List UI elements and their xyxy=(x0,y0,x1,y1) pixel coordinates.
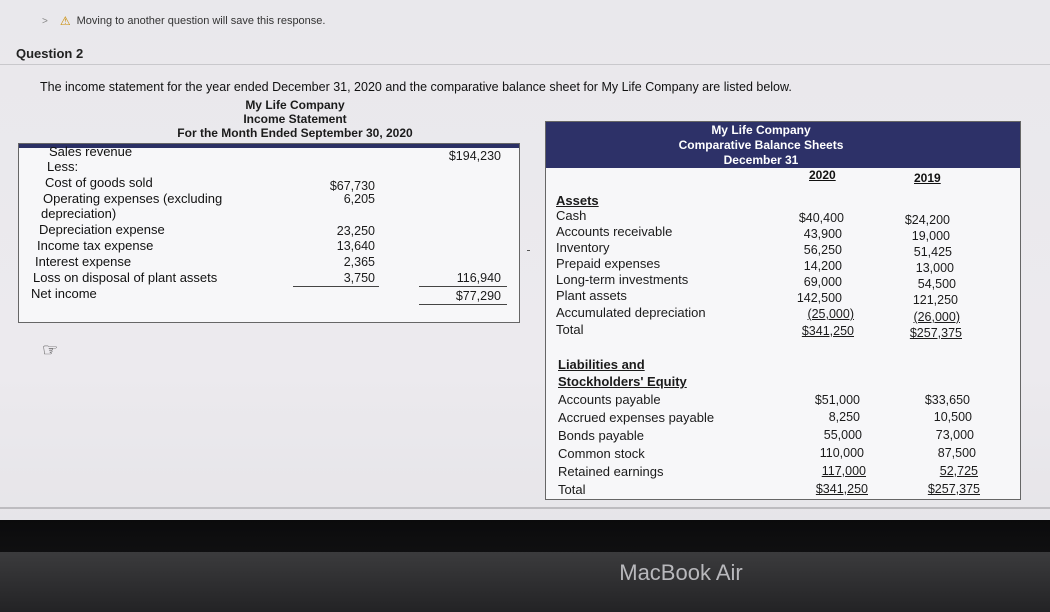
less-label: Less: xyxy=(47,159,79,174)
expense-value: $67,730 xyxy=(329,179,375,193)
asset-label: Accumulated depreciation xyxy=(556,305,706,320)
chevron-right-icon: > xyxy=(42,15,48,27)
save-notice-text: Moving to another question will save this response. xyxy=(76,15,326,27)
liability-label: Accrued expenses payable xyxy=(558,410,715,425)
asset-value-2020: 43,900 xyxy=(803,227,842,241)
liability-value-2020: 55,000 xyxy=(823,428,862,442)
question-title: Question 2 xyxy=(16,46,84,61)
balance-date: December 31 xyxy=(723,153,799,167)
expense-label: Income tax expense xyxy=(37,238,154,253)
balance-sheet-table xyxy=(545,121,1021,500)
net-income-underline xyxy=(419,304,507,305)
expense-value: 3,750 xyxy=(343,271,375,285)
save-notice xyxy=(42,14,325,28)
question-intro: The income statement for the year ended December 31, 2020 and the comparative balance sheet for My Life Company are listed below. xyxy=(40,80,792,94)
year-2020-header: 2020 xyxy=(809,168,836,182)
expense-value: 2,365 xyxy=(343,255,375,269)
liability-value-2020: 8,250 xyxy=(828,410,860,424)
net-income-value: $77,290 xyxy=(455,289,501,303)
asset-value-2019: 54,500 xyxy=(917,277,956,291)
liability-label: Common stock xyxy=(558,446,645,461)
expense-label: Loss on disposal of plant assets xyxy=(33,270,218,285)
asset-label: Cash xyxy=(556,208,587,223)
expense-label: Operating expenses (excluding xyxy=(43,191,223,206)
total-expenses-value: 116,940 xyxy=(456,271,501,285)
asset-label: Accounts receivable xyxy=(556,224,673,239)
asset-value-2019: 13,000 xyxy=(915,261,954,275)
liability-value-2020: $341,250 xyxy=(815,482,868,496)
liability-label: Accounts payable xyxy=(558,392,661,407)
expense-label: Interest expense xyxy=(35,254,132,269)
expense-label: depreciation) xyxy=(41,206,117,221)
net-income-label: Net income xyxy=(31,286,97,301)
asset-value-2020: 142,500 xyxy=(796,291,842,305)
income-title: Income Statement xyxy=(243,112,347,126)
asset-value-2019: $257,375 xyxy=(909,326,962,340)
expense-value: 6,205 xyxy=(343,192,375,206)
asset-value-2019: (26,000) xyxy=(913,310,960,324)
liability-value-2019: 10,500 xyxy=(933,410,972,424)
balance-company: My Life Company xyxy=(711,123,811,137)
income-company: My Life Company xyxy=(245,98,345,112)
asset-value-2020: (25,000) xyxy=(807,307,854,321)
header-divider xyxy=(0,64,1050,65)
income-statement-header xyxy=(150,98,440,140)
year-2019-header: 2019 xyxy=(914,171,941,185)
income-statement-table xyxy=(18,143,520,323)
asset-label: Prepaid expenses xyxy=(556,256,661,271)
sales-revenue-value: $194,230 xyxy=(448,149,501,163)
screen-divider xyxy=(0,507,1050,509)
asset-value-2019: 19,000 xyxy=(911,229,950,243)
asset-label: Total xyxy=(556,322,584,337)
liability-value-2019: 87,500 xyxy=(937,446,976,460)
asset-value-2019: 51,425 xyxy=(913,245,952,259)
asset-value-2019: 121,250 xyxy=(912,293,958,307)
expense-value: 23,250 xyxy=(336,224,375,238)
liability-value-2019: 52,725 xyxy=(939,464,978,478)
liability-label: Bonds payable xyxy=(558,428,645,443)
liability-value-2019: $33,650 xyxy=(924,393,970,407)
liability-value-2019: $257,375 xyxy=(927,482,980,496)
asset-value-2020: 56,250 xyxy=(803,243,842,257)
liability-value-2020: 117,000 xyxy=(821,464,866,478)
liability-label: Total xyxy=(558,482,586,497)
device-brand-label: MacBook Air xyxy=(619,560,743,585)
warning-icon: ⚠ xyxy=(59,14,71,28)
expense-label: Depreciation expense xyxy=(39,222,165,237)
asset-value-2020: $40,400 xyxy=(798,211,844,225)
sales-revenue-label: Sales revenue xyxy=(49,144,133,159)
asset-value-2020: 14,200 xyxy=(803,259,842,273)
balance-sheet-header xyxy=(546,122,1020,168)
asset-label: Long-term investments xyxy=(556,272,689,287)
liability-value-2020: $51,000 xyxy=(814,393,860,407)
liabilities-heading: Liabilities and xyxy=(558,357,645,372)
assets-heading: Assets xyxy=(556,193,599,208)
asset-label: Inventory xyxy=(556,240,610,255)
separator-mark xyxy=(527,250,530,251)
expense-value: 13,640 xyxy=(336,239,375,253)
asset-value-2019: $24,200 xyxy=(904,213,950,227)
asset-value-2020: 69,000 xyxy=(803,275,842,289)
liability-label: Retained earnings xyxy=(558,464,664,479)
balance-title: Comparative Balance Sheets xyxy=(678,138,844,152)
asset-value-2020: $341,250 xyxy=(801,324,854,338)
asset-label: Plant assets xyxy=(556,288,627,303)
expense-label: Cost of goods sold xyxy=(45,175,153,190)
total-expenses-underline xyxy=(419,286,507,287)
income-period: For the Month Ended September 30, 2020 xyxy=(177,126,413,140)
liability-value-2020: 110,000 xyxy=(819,446,864,460)
liability-value-2019: 73,000 xyxy=(935,428,974,442)
hand-cursor-icon: ☞ xyxy=(42,340,59,360)
equity-heading: Stockholders' Equity xyxy=(558,374,687,389)
expenses-underline xyxy=(293,286,379,287)
